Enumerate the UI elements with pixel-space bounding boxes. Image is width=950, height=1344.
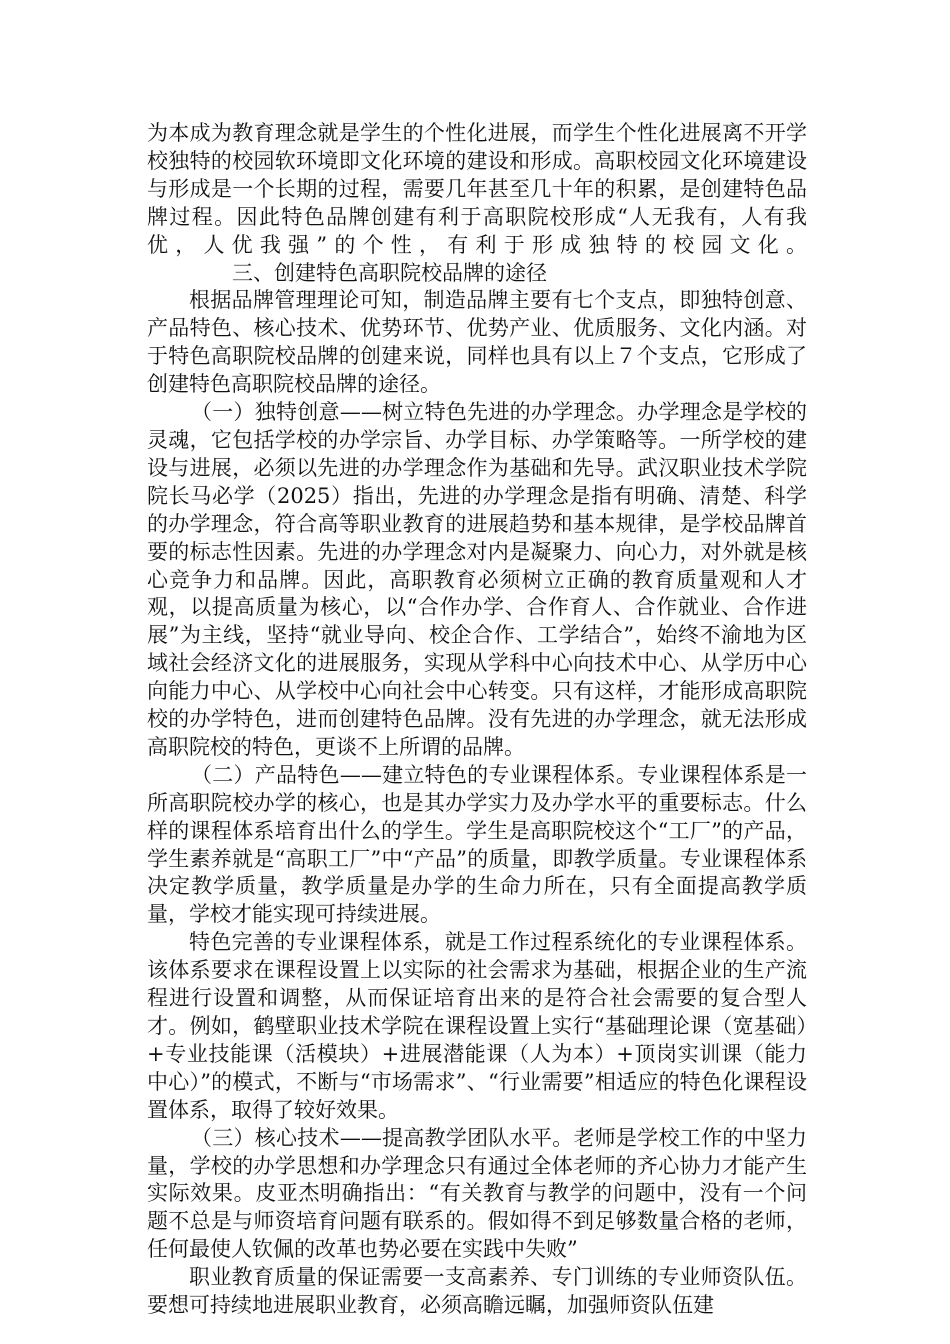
paragraph-1 [147, 120, 807, 287]
document-body [147, 120, 807, 1320]
paragraph-5: 特色完善的专业课程体系，就是工作过程系统化的专业课程体系。该体系要求在课程设置上以实际的社会需求为基础，根据企业的生产流程进行设置和调整，从而保证培育出来的是符合社会需要的复合型人才。例如，鹤壁职业技术学院在课程设置上实行“基础理论课（宽基础）+专业技能课（活模块）+进展潜能课（人为本）+顶岗实训课（能力中心）”的模式，不断与“市场需求”、“行业需要”相适应的特色化课程设置体系，取得了较好效果。 [147, 930, 807, 1122]
paragraph-4: （二）产品特色——建立特色的专业课程体系。专业课程体系是一所高职院校办学的核心，也是其办学实力及办学水平的重要标志。什么样的课程体系培育出什么的学生。学生是高职院校这个“工厂”的产品，学生素养就是“高职工厂”中“产品”的质量，即教学质量。专业课程体系决定教学质量，教学质量是办学的生命力所在，只有全面提高教学质量，学校才能实现可持续进展。 [147, 762, 807, 927]
paragraph-7: 职业教育质量的保证需要一支高素养、专门训练的专业师资队伍。要想可持续地进展职业教育，必须高瞻远瞩，加强师资队伍建 [147, 1265, 807, 1318]
paragraph-3: （一）独特创意——树立特色先进的办学理念。办学理念是学校的灵魂，它包括学校的办学宗旨、办学目标、办学策略等。一所学校的建设与进展，必须以先进的办学理念作为基础和先导。武汉职业技术学院院长马必学（2025）指出，先进的办学理念是指有明确、清楚、科学的办学理念，符合高等职业教育的进展趋势和基本规律，是学校品牌首要的标志性因素。先进的办学理念对内是凝聚力、向心力，对外就是核心竞争力和品牌。因此，高职教育必须树立正确的教育质量观和人才观，以提高质量为核心，以“合作办学、合作育人、合作就业、合作进展”为主线，坚持“就业导向、校企合作、工学结合”，始终不渝地为区域社会经济文化的进展服务，实现从学科中心向技术中心、从学历中心向能力中心、从学校中心向社会中心转变。只有这样，才能形成高职院校的办学特色，进而创建特色品牌。没有先进的办学理念，就无法形成高职院校的特色，更谈不上所谓的品牌。 [147, 400, 807, 759]
paragraph-2: 根据品牌管理理论可知，制造品牌主要有七个支点，即独特创意、产品特色、核心技术、优势环节、优势产业、优质服务、文化内涵。对于特色高职院校品牌的创建来说，同样也具有以上７个支点，它形成了创建特色高职院校品牌的途径。 [147, 288, 807, 397]
section-heading: 三、创建特色高职院校品牌的途径 [232, 260, 547, 285]
paragraph-6: （三）核心技术——提高教学团队水平。老师是学校工作的中坚力量，学校的办学思想和办学理念只有通过全体老师的齐心协力才能产生实际效果。皮亚杰明确指出：“有关教育与教学的问题中，没有一个问题不总是与师资培育问题有联系的。假如得不到足够数量合格的老师，任何最使人钦佩的改革也势必要在实践中失败” [147, 1125, 807, 1262]
paragraph-1-text: 为本成为教育理念就是学生的个性化进展，而学生个性化进展离不开学校独特的校园软环境即文化环境的建设和形成。高职校园文化环境建设与形成是一个长期的过程，需要几年甚至几十年的积累，是创建特色品牌过程。因此特色品牌创建有利于高职院校形成“人无我有，人有我优，人优我强”的个性，有利于形成独特的校园文化。 [147, 121, 807, 257]
